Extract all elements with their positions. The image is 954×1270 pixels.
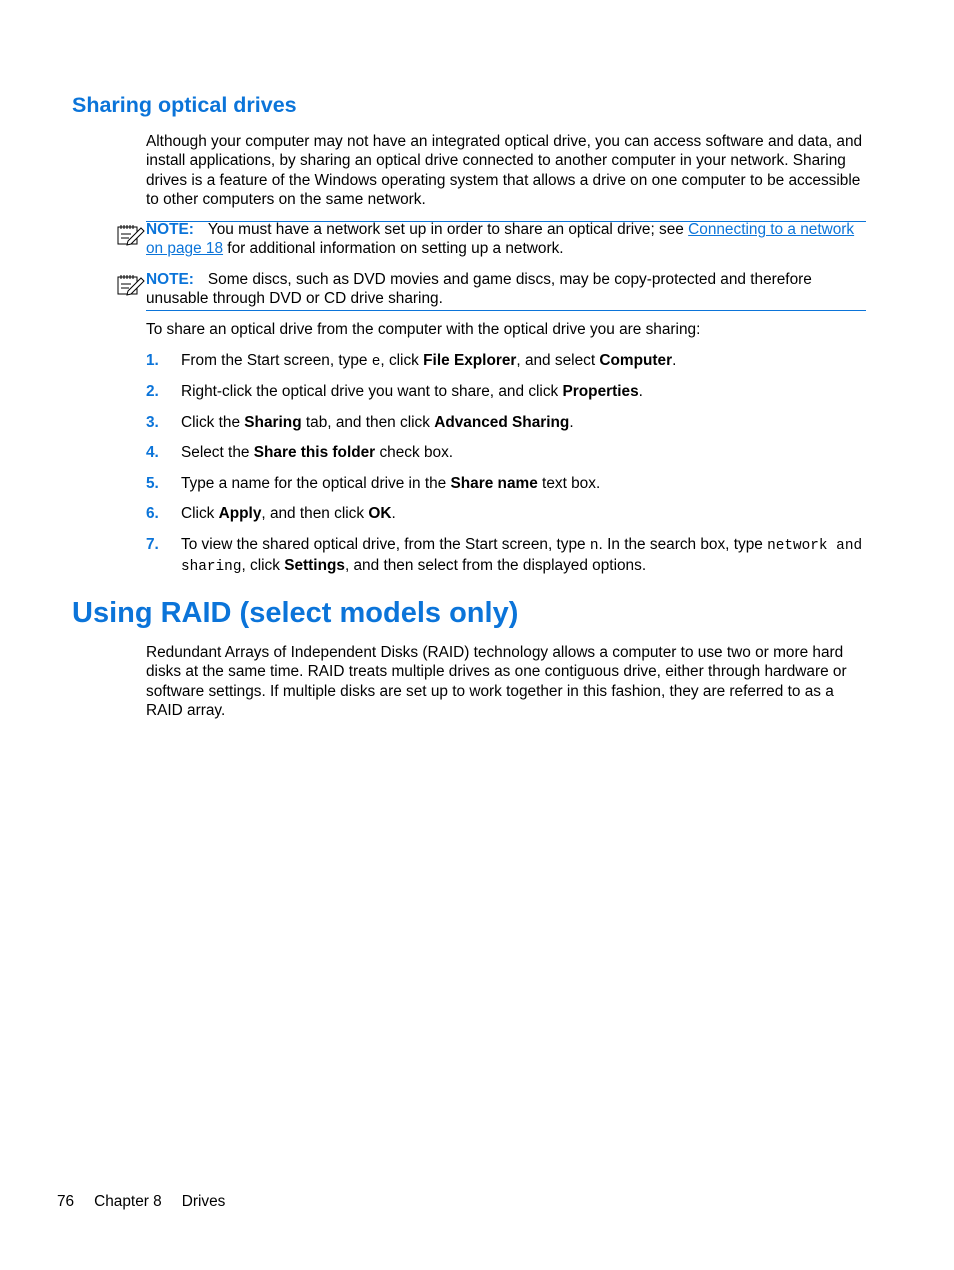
step-text: Click the xyxy=(181,414,245,431)
step-number: 4. xyxy=(146,444,159,461)
step-text: Select the xyxy=(181,444,254,461)
step-text: Click xyxy=(181,505,219,522)
step-text: , click xyxy=(241,557,285,574)
footer-chapter: Chapter 8 xyxy=(94,1193,162,1210)
step-text: . xyxy=(569,414,574,431)
step-bold: OK xyxy=(368,505,392,522)
step-number: 1. xyxy=(146,352,159,369)
step-bold: Advanced Sharing xyxy=(434,414,570,431)
page-number: 76 xyxy=(57,1193,75,1210)
step-text: Type a name for the optical drive in the xyxy=(181,475,451,492)
step-bold: Share name xyxy=(450,475,538,492)
note1-text-after: for additional information on setting up a network. xyxy=(223,240,564,258)
step-text: Right-click the optical drive you want to share, and click xyxy=(181,383,563,400)
step-text: tab, and then click xyxy=(301,414,435,431)
note1-link[interactable]: Connecting to a network on page 18 xyxy=(146,221,855,258)
step-text: , and select xyxy=(516,352,600,369)
note1-text-before: You must have a network set up in order to share an optical drive; see xyxy=(207,221,689,238)
chapter-title: Using RAID (select models only) xyxy=(72,597,519,629)
step-bold: Sharing xyxy=(244,414,302,431)
step-bold: Share this folder xyxy=(253,444,376,461)
note-pencil-icon xyxy=(117,224,145,246)
section-title: Sharing optical drives xyxy=(72,93,297,117)
step-code: n xyxy=(589,538,599,554)
step-text: . xyxy=(391,505,396,522)
footer-title: Drives xyxy=(181,1193,226,1210)
step-text: check box. xyxy=(375,444,454,461)
step-text: text box. xyxy=(537,475,601,492)
step-text: . xyxy=(672,352,677,369)
step-text: , and then click xyxy=(261,505,369,522)
step-number: 7. xyxy=(146,536,159,553)
step-bold: Properties xyxy=(562,383,639,400)
step-text: , and then select from the displayed options. xyxy=(344,557,647,574)
note2-bottom-rule xyxy=(146,310,866,311)
step-text: . In the search box, type xyxy=(598,536,768,553)
step-number: 6. xyxy=(146,505,159,522)
note2-label: NOTE: xyxy=(146,271,194,288)
step-bold: File Explorer xyxy=(423,352,517,369)
raid-paragraph: Redundant Arrays of Independent Disks (RAID) technology allows a computer to use two or more hard disks at the same time. RAID treats multiple drives as one contiguous drive, either through hardware or software settings. If multiple disks are set up to work together in this fashion, they are referred to as a RAID array. xyxy=(146,644,847,720)
note-2 xyxy=(146,270,866,309)
step-number: 3. xyxy=(146,414,159,431)
step-text: To view the shared optical drive, from the Start screen, type xyxy=(181,536,590,553)
step-number: 5. xyxy=(146,475,159,492)
step-code: network and sharing xyxy=(181,538,863,575)
step-text: . xyxy=(638,383,643,400)
intro-paragraph: Although your computer may not have an integrated optical drive, you can access software and data, and install applications, by sharing an optical drive connected to another computer in your network. Sharing drives is a feature of the Windows operating system that allows a drive on one computer to be accessible to other computers on the same network. xyxy=(146,133,863,209)
step-text: , click xyxy=(380,352,424,369)
step-bold: Apply xyxy=(218,505,262,522)
note1-label: NOTE: xyxy=(146,221,194,238)
note-1 xyxy=(146,220,866,259)
note2-text: Some discs, such as DVD movies and game discs, may be copy-protected and therefore unusable through DVD or CD drive sharing. xyxy=(146,271,812,308)
step-code: e xyxy=(371,354,381,370)
step-number: 2. xyxy=(146,383,159,400)
note-pencil-icon xyxy=(117,274,145,296)
lead-in-paragraph: To share an optical drive from the computer with the optical drive you are sharing: xyxy=(146,321,701,338)
step-bold: Settings xyxy=(284,557,345,574)
step-bold: Computer xyxy=(599,352,673,369)
page-footer xyxy=(57,1192,245,1211)
step-text: From the Start screen, type xyxy=(181,352,372,369)
